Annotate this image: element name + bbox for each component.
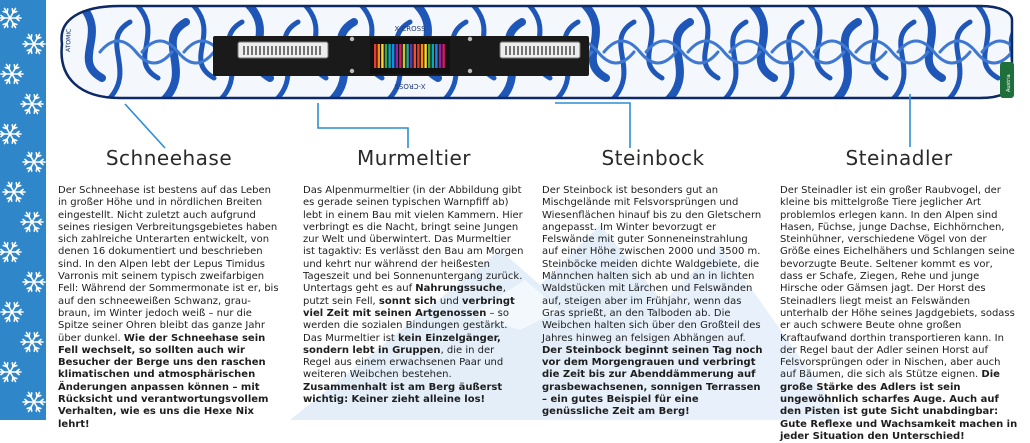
- section-title: Steinbock: [601, 146, 705, 170]
- text-run: Der Schneehase ist bestens auf das Leben in großer Höhe und in nördlichen Breiten eingestellt. Nicht zuletzt auch aufgrund seines riesigen Verbreitungsgebietes haben sich zahlreiche Unterarten entwickelt, von denen 16 dokumentiert und beschrieben sind. In den Alpen lebt der Lepus Timidus Varronis mit seinem typisch zweifarbigen Fell: Während der Sommermonate ist er, bis auf den schneeweißen Schwanz, grau-braun, im Winter jedoch weiß – nur die Spitze seiner Ohren bleibt das ganze Jahr über dunkel.: [58, 185, 279, 344]
- text-run: Der Steinadler ist ein großer Raubvogel, der kleine bis mittelgroße Tiere jeglicher Art problemlos erlegen kann. In den Alpen sind Hasen, Füchse, junge Dachse, Eichhörnchen, Steinhühner, verschiedene Vögel von der Größe eines Eichelhähers und Schlangen seine bevorzugte Beute. Seltener kommt es vor, dass er Schafe, Ziegen, Rehe und junge Hirsche oder Gämsen jagt. Der Horst des Steinadlers liegt meist an Felswänden unterhalb der Höhe seines Jagdgebiets, sodass er auch schwere Beute ohne großen Kraftaufwand dorthin transportieren kann. In der Regel baut der Adler seinen Horst auf Felsvorsprüngen oder in Nischen, aber auch auf Bäumen, die sich als Stütze eignen.: [780, 185, 1015, 381]
- bold-text-run: sonnt sich: [378, 295, 437, 307]
- section-murmeltier: [303, 146, 525, 406]
- callout-line-murmeltier: [318, 103, 408, 148]
- brand-bottom-label: X-CROSS: [394, 82, 426, 90]
- section-text: [542, 185, 764, 419]
- callout-lines: [0, 0, 1030, 170]
- bold-text-run: Wie der Schneehase sein Fell wechselt, so sollten auch wir Besucher der Berge uns den raschen klimatischen und atmosphärischen Änderungen anpassen können – mit Rücksicht und verantwortungsvollem Verhalten, wie es uns die Hexe Nix lehrt!: [58, 332, 269, 430]
- ski-tail-badge: Austria: [1006, 74, 1012, 92]
- bold-text-run: Die große Stärke des Adlers ist sein ungewöhnlich scharfes Auge. Auch auf den Pisten ist gute Sicht unabdingbar: Gute Reflexe und Wachsamkeit machen in jeder Situation den Unterschied!: [780, 369, 1018, 442]
- brand-top-label: X-CROSS: [394, 25, 426, 33]
- section-schneehase: [58, 146, 280, 431]
- bold-text-run: Der Steinbock beginnt seinen Tag noch vor dem Morgengrauen und verbringt die Zeit bis zur Abenddämmerung auf grasbewachsenen, sonnigen Terrassen – ein gutes Beispiel für eine genüssliche Zeit am Berg!: [542, 344, 763, 418]
- bold-text-run: Zusammenhalt ist am Berg äußerst wichtig: Keiner zieht alleine los!: [303, 381, 503, 406]
- text-run: und: [436, 295, 463, 307]
- callout-line-steinbock: [555, 103, 630, 148]
- text-run: , putzt sein Fell,: [303, 283, 506, 307]
- section-text: [303, 185, 525, 406]
- section-title: Schneehase: [105, 146, 233, 170]
- bold-text-run: verbringt viel Zeit mit seinen Artgenossen: [303, 295, 515, 319]
- section-steinbock: [542, 146, 764, 419]
- section-steinadler: [780, 146, 1018, 443]
- ski-tip-brand: ATOMIC: [65, 28, 73, 53]
- bold-text-run: kein Einzelgänger, sondern lebt in Gruppen: [303, 332, 501, 356]
- text-run: Der Steinbock ist besonders gut an Mischgelände mit Felsvorsprüngen und Wiesenflächen hinauf bis zu den Gletschern angepasst. Im Winter bevorzugt er Felswände mit guter Sonneneinstrahlung auf einer Höhe zwischen 2000 und 3500 m. Steinböcke meiden dichte Waldgebiete, die Männchen halten sich ab und an in lichten Waldstücken mit Lärchen und Felswänden auf, steigen aber im Frühjahr, wenn das Gras sprießt, an den Talboden ab. Die Weibchen halten sich über den Großteil des Jahres hinweg an felsigen Abhängen auf.: [542, 185, 762, 344]
- text-run: Das Alpenmurmeltier (in der Abbildung gibt es gerade seinen typischen Warnpfiff ab) lebt in einem Bau mit vielen Kammern. Hier verbringt es die Nacht, bringt seine Jungen zur Welt und überwintert. Das Murmeltier ist tagaktiv: Es verlässt den Bau am Morgen und kehrt nur während der heißesten Tageszeit und bei Sonnenuntergang zurück. Untertags geht es auf: [303, 185, 524, 295]
- callout-line-schneehase: [125, 104, 165, 148]
- bold-text-run: Nahrungssuche: [415, 283, 503, 295]
- section-title: Steinadler: [845, 146, 953, 170]
- text-run: , die in der Regel aus einem erwachsenen Paar und weiteren Weibchen bestehen.: [303, 344, 504, 381]
- section-title: Murmeltier: [356, 146, 472, 170]
- section-text: [780, 185, 1018, 443]
- text-run: – so werden die sozialen Bindungen gestärkt. Das Murmeltier ist: [303, 307, 510, 344]
- section-text: [58, 185, 280, 431]
